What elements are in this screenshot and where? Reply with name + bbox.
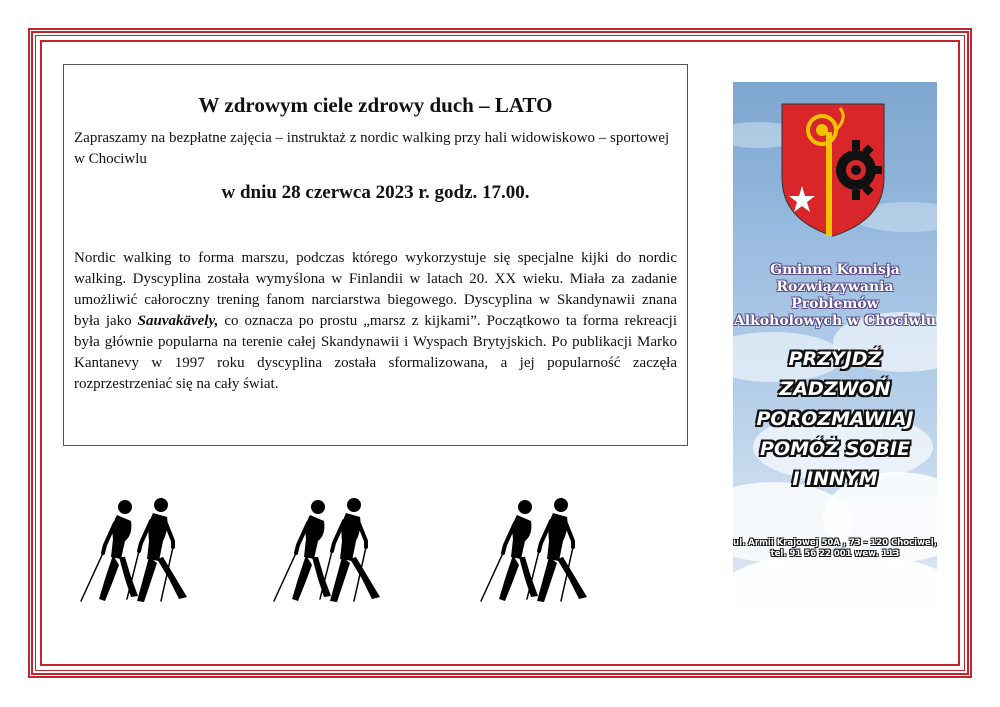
- description-emphasis: Sauvakävely,: [137, 313, 219, 329]
- slogan-line-4: POMÓŻ SOBIE: [760, 438, 910, 460]
- description-part-2: co oznacza po prostu „marsz z kijkami”. Początkowo ta forma rekreacji była głównie popularna na terenie całej Skandynawii i Wyspach Brytyjskich. Po publikacji Marko Kantanevy w 1997 roku dyscyplina została sformalizowana, a jej popularność zaczęła rozprzestrzeniać się na cały świat.: [74, 313, 677, 392]
- slogan-line-1: PRZYJDŹ: [788, 348, 882, 370]
- slogan-line-3: POROZMAWIAJ: [756, 408, 914, 430]
- phone-line: tel. 91 56 22 001 wew. 113: [770, 549, 900, 559]
- coat-of-arms-icon: [778, 100, 888, 240]
- cloud: [733, 552, 937, 614]
- event-description: [74, 248, 677, 395]
- commission-line-2: Rozwiązywania Problemów: [776, 279, 894, 312]
- gkrpa-banner: [733, 82, 937, 614]
- nordic-walkers-silhouette-icon: [475, 495, 605, 607]
- commission-line-3: Alkoholowych w Chociwlu: [733, 313, 937, 329]
- description-part-1: Nordic walking to forma marszu, podczas którego wykorzystuje się specjalne kijki do nordic walking. Dyscyplina została wymyślona w Finlandii w latach 20. XX wieku. Miała za zadanie umożliwić całoroczny trening fanom narciarstwa biegowego. Dyscyplina w Skandynawii znana była jako: [74, 250, 677, 329]
- slogan-line-5: I INNYM: [792, 468, 878, 490]
- slogan: [733, 344, 937, 494]
- commission-name: [733, 262, 937, 330]
- nordic-walkers-silhouette-icon: [75, 495, 205, 607]
- event-date: w dniu 28 czerwca 2023 r. godz. 17.00.: [221, 182, 530, 203]
- address-line: ul. Armii Krajowej 50A , 73 - 120 Chociwel,: [733, 538, 937, 548]
- contact-address: [733, 538, 937, 560]
- event-intro: Zapraszamy na bezpłatne zajęcia – instruktaż z nordic walking przy hali widowiskowo – sportowej w Chociwlu: [74, 130, 670, 167]
- nordic-walkers-silhouette-icon: [268, 495, 398, 607]
- slogan-line-2: ZADZWOŃ: [779, 378, 891, 400]
- announcement-box: [63, 64, 688, 446]
- commission-line-1: Gminna Komisja: [770, 262, 900, 278]
- event-title: W zdrowym ciele zdrowy duch – LATO: [198, 93, 553, 117]
